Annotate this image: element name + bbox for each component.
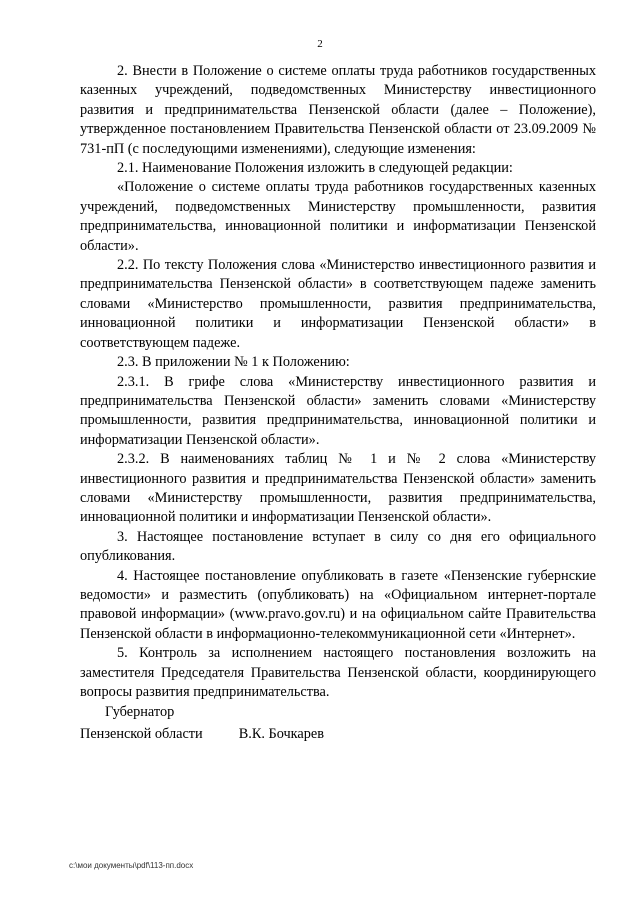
signature-block [80,701,324,745]
paragraph-2-2: 2.2. По тексту Положения слова «Министерство инвестиционного развития и предпринимательства Пензенской области» в соответствующем падеже заменить словами «Министерство промышленности, развития предпринимательства, инновационной политики и информатизации Пензенской области» в соответствующем падеже. [80,257,596,351]
signature-name: В.К. Бочкарев [238,726,324,742]
paragraph-2-3: 2.3. В приложении № 1 к Положению: [117,354,350,371]
paragraph-4: 4. Настоящее постановление опубликовать в газете «Пензенские губернские ведомости» и разместить (опубликовать) на «Официальном интернет-портале правовой информации» (www.pravo.gov.ru) и на официальном сайте Правительства Пензенской области в информационно-телекоммуникационной сети «Интернет». [80,567,596,642]
paragraph-3: 3. Настоящее постановление вступает в силу со дня его официального опубликования. [80,528,596,565]
page-number: 2 [317,38,323,50]
paragraph-2-1-quote: «Положение о системе оплаты труда работников государственных казенных учреждений, подведомственных Министерству промышленности, развития предпринимательства, инновационной политики и информатизации Пензенской области». [80,179,596,254]
signature-title: Губернатор [105,704,175,720]
paragraph-2-3-2: 2.3.2. В наименованиях таблиц № 1 и № 2 слова «Министерству инвестиционного развития и предпринимательства Пензенской области» заменить словами «Министерству промышленности, развития предпринимательства, инновационной политики и информатизации Пензенской области». [80,451,596,526]
paragraph-2-3-1: 2.3.1. В грифе слова «Министерству инвестиционного развития и предпринимательства Пензенской области» заменить словами «Министерству промышленности, развития предпринимательства, инновационной политики и информатизации Пензенской области». [80,373,596,448]
paragraph-2: 2. Внести в Положение о системе оплаты труда работников государственных казенных учреждений, подведомственных Министерству инвестиционного развития и предпринимательства Пензенской области (далее – Положение), утвержденное постановлением Правительства Пензенской области от 23.09.2009 № 731-пП (с последующими изменениями), следующие изменения: [80,63,596,157]
footer-file-path: c:\мои документы\pdf\113-пп.docx [69,861,194,870]
document-body [80,62,596,702]
paragraph-2-1: 2.1. Наименование Положения изложить в следующей редакции: [117,160,513,177]
paragraph-5: 5. Контроль за исполнением настоящего постановления возложить на заместителя Председателя Правительства Пензенской области, координирующего вопросы развития предпринимательства. [80,645,596,700]
signature-line [80,723,324,745]
signature-region: Пензенской области [80,726,203,742]
